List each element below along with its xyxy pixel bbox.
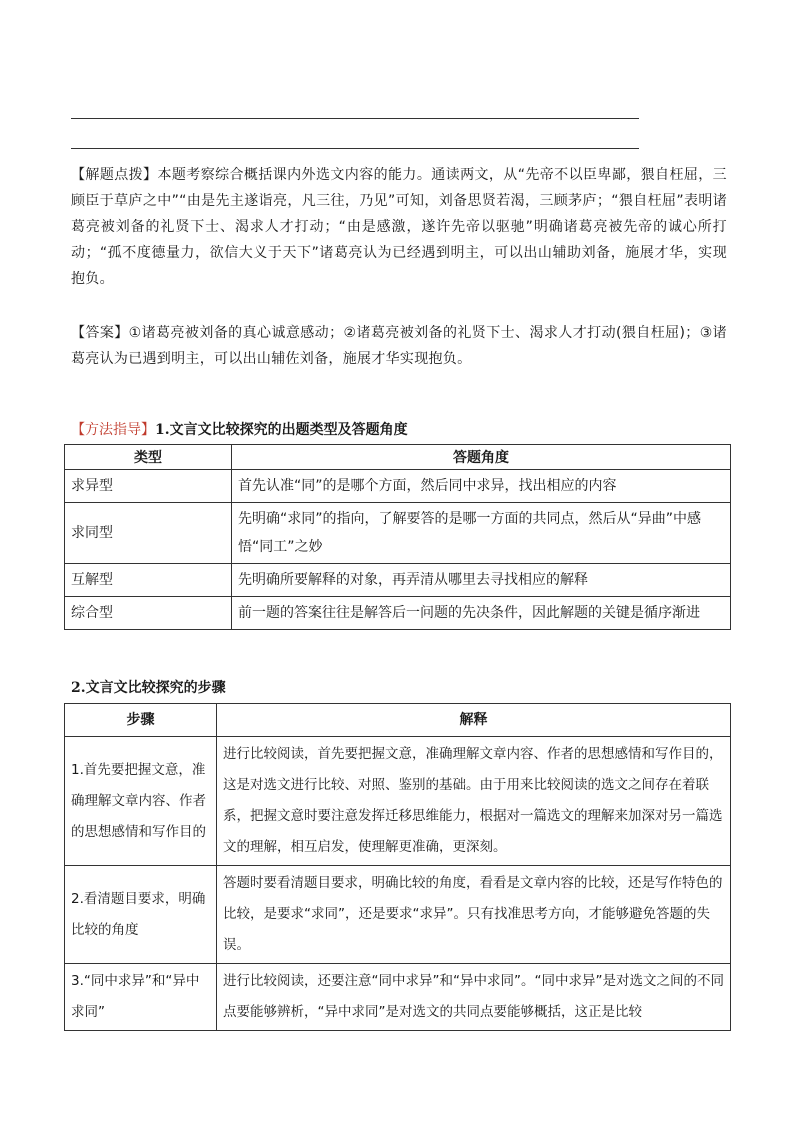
table-row [65, 737, 731, 866]
table-cell: 首先认准“同”的是哪个方面，然后同中求异，找出相应的内容 [232, 470, 731, 503]
column-header-explanation: 解释 [217, 704, 731, 737]
analysis-text: 本题考察综合概括课内外选文内容的能力。通读两文，从“先帝不以臣卑鄙，猥自枉屈，三顾臣于草庐之中”“由是先主遂诣亮，凡三往，乃见”可知，刘备思贤若渴，三顾茅庐；“猥自枉屈”表明诸葛亮被刘备的礼贤下士、渴求人才打动；“由是感激，遂许先帝以驱驰”明确诸葛亮被先帝的诚心所打动；“孤不度德量力，欲信大义于天下”诸葛亮认为已经遇到明主，可以出山辅助刘备，施展才华，实现抱负。 [71, 167, 727, 287]
table-cell: 答题时要看清题目要求，明确比较的角度，看看是文章内容的比较，还是写作特色的比较，是要求“求同”，还是要求“求异”。只有找准思考方向，才能够避免答题的失误。 [217, 866, 731, 964]
table-cell: 互解型 [65, 564, 232, 597]
table-row [65, 470, 731, 503]
column-header-step: 步骤 [65, 704, 217, 737]
section1-title: 1.文言文比较探究的出题类型及答题角度 [155, 422, 408, 438]
table-row [65, 503, 731, 564]
analysis-paragraph [71, 162, 727, 292]
answer-line-1 [71, 118, 639, 119]
table-cell: 求同型 [65, 503, 232, 564]
question-types-table [64, 444, 731, 630]
analysis-label: 【解题点拨】 [71, 167, 158, 183]
table-cell: 3.“同中求异”和“异中求同” [65, 964, 217, 1031]
table-cell: 1.首先要把握文意，准确理解文章内容、作者的思想感情和写作目的 [65, 737, 217, 866]
table-cell: 2.看清题目要求，明确比较的角度 [65, 866, 217, 964]
table-cell: 先明确所要解释的对象，再弄清从哪里去寻找相应的解释 [232, 564, 731, 597]
table-header-row [65, 445, 731, 470]
table-row [65, 564, 731, 597]
table-cell: 求异型 [65, 470, 232, 503]
table-cell: 先明确“求同”的指向，了解要答的是哪一方面的共同点，然后从“异曲”中感悟“同工”之妙 [232, 503, 731, 564]
table-cell: 综合型 [65, 597, 232, 630]
answer-line-2 [71, 148, 639, 149]
table-row [65, 866, 731, 964]
table-header-row [65, 704, 731, 737]
answer-text: ①诸葛亮被刘备的真心诚意感动；②诸葛亮被刘备的礼贤下士、渴求人才打动(猥自枉屈)；③诸葛亮认为已遇到明主，可以出山辅佐刘备，施展才华实现抱负。 [71, 325, 727, 367]
steps-table [64, 703, 731, 1031]
answer-paragraph [71, 320, 727, 372]
answer-label: 【答案】 [71, 325, 129, 341]
column-header-type: 类型 [65, 445, 232, 470]
table-row [65, 964, 731, 1031]
table-row [65, 597, 731, 630]
section2-heading [71, 678, 731, 698]
table-cell: 前一题的答案往往是解答后一问题的先决条件，因此解题的关键是循序渐进 [232, 597, 731, 630]
column-header-angle: 答题角度 [232, 445, 731, 470]
table-cell: 进行比较阅读，还要注意“同中求异”和“异中求同”。“同中求异”是对选文之间的不同点要能够辨析，“异中求同”是对选文的共同点要能够概括，这正是比较 [217, 964, 731, 1031]
table-cell: 进行比较阅读，首先要把握文意，准确理解文章内容、作者的思想感情和写作目的，这是对选文进行比较、对照、鉴别的基础。由于用来比较阅读的选文之间存在着联系，把握文意时要注意发挥迁移思维能力，根据对一篇选文的理解来加深对另一篇选文的理解，相互启发，使理解更准确，更深刻。 [217, 737, 731, 866]
method-guide-tag: 【方法指导】 [71, 422, 155, 438]
section2-title: 2.文言文比较探究的步骤 [71, 680, 226, 696]
section1-heading [71, 420, 731, 440]
